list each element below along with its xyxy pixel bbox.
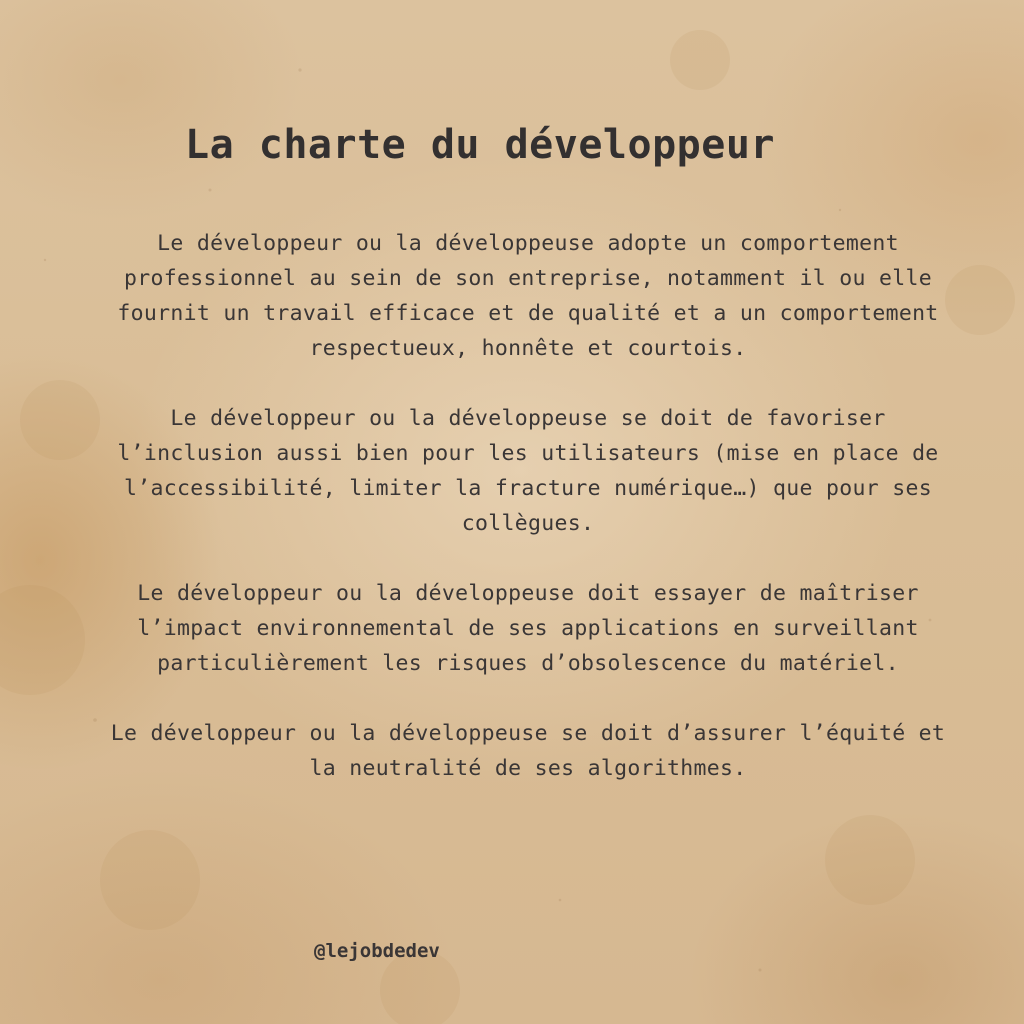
social-handle: @lejobdedev bbox=[314, 940, 440, 962]
charter-paragraph-fairness: Le développeur ou la développeuse se doit d’assurer l’équité et la neutralité de ses algorithmes. bbox=[110, 721, 946, 781]
charter-text bbox=[92, 226, 964, 786]
charter-paragraph-professionalism: Le développeur ou la développeuse adopte un comportement professionnel au sein de son entreprise, notamment il ou elle fournit un travail efficace et de qualité et a un comportement respectueux, honnête et courtois. bbox=[117, 231, 939, 361]
charter-paragraph-inclusion: Le développeur ou la développeuse se doit de favoriser l’inclusion aussi bien pour les utilisateurs (mise en place de l’accessibilité, limiter la fracture numérique…) que pour ses collègues. bbox=[117, 406, 939, 536]
charter-paragraph-environment: Le développeur ou la développeuse doit essayer de maîtriser l’impact environnemental de ses applications en surveillant particulièrement les risques d’obsolescence du matériel. bbox=[137, 581, 919, 676]
page-title: La charte du développeur bbox=[185, 122, 775, 168]
